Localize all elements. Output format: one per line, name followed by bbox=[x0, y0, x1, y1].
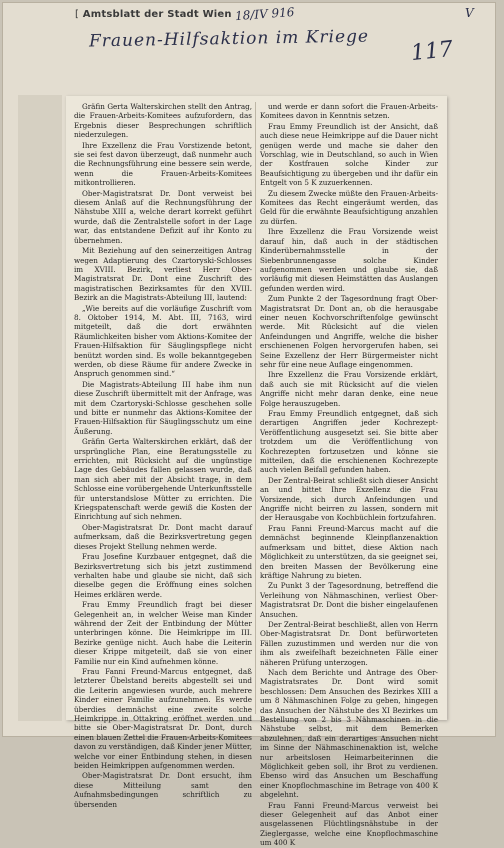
paragraph: Ober-Magistratsrat Dr. Dont verweist bei diesem Anlaß auf die Rechnungsführung der Nähstube XIII a, welche derart korrekt geführt wurde, daß die Zentralstelle sofort in der Lage war, das entstandene Defizit auf ihr Konto zu übernehmen. bbox=[74, 188, 252, 245]
paragraph: Der Zentral-Beirat beschließt, allen von Herrn Ober-Magistratsrat Dr. Dont befürworteten Fällen zuzustimmen und werden nur die von ihm als zweifelhaft bezeichneten Fälle einer näheren Prüfung unterzogen. bbox=[260, 619, 438, 667]
stamp-bracket: [ bbox=[75, 9, 80, 20]
newspaper-clipping bbox=[66, 96, 447, 848]
paragraph: „Wie bereits auf die vorläufige Zuschrift vom 8. Oktober 1914, M. Abt. III, 7163, wird mitgeteilt, daß die dort erwähnten Räumlichkeiten bisher vom Aktions-Komitee der Frauen-Hilfsaktion für Säuglingspflege nicht benützt worden sind. Es wolle bekanntgegeben werden, ob diese Räume für andere Zwecke in Anspruch genommen sind.“ bbox=[74, 303, 252, 379]
stamp-text: Amtsblatt der Stadt Wien bbox=[82, 9, 232, 20]
paragraph: Frau Fanni Freund-Marcus macht auf die demnächst beginnende Kleinpflanzenaktion aufmerksam und bittet, diese Aktion nach Möglichkeit zu unterstützen, da sie geeignet sei, den breiten Massen der Bevölkerung eine kräftige Nahrung zu bieten. bbox=[260, 523, 438, 580]
paragraph: Frau Fanni Freund-Marcus verweist bei dieser Gelegenheit auf das Anbot einer ausgelassenen Flüchtlingsnähstube in der Zieglergasse, welche eine Knopflochmaschine um 400 K bbox=[260, 800, 438, 848]
paragraph: Gräfin Gerta Walterskirchen stellt den Antrag, die Frauen-Arbeits-Komitees aufzufordern, das Ergebnis dieser Besprechungen schriftlich niederzulegen. bbox=[74, 102, 252, 140]
paragraph: Die Magistrats-Abteilung III habe ihm nun diese Zuschrift übermittelt mit der Anfrage, was mit dem Czartoryski-Schlosse geschehen solle und bitte er nunmehr das Aktions-Komitee der Frauen-Hilfsaktion für Säuglingsschutz um eine Äußerung. bbox=[74, 379, 252, 436]
paragraph: Zu Punkt 3 der Tagesordnung, betreffend die Verleihung von Nähmaschinen, verliest Ober-Magistratsrat Dr. Dont die bisher eingelaufenen Ansuchen. bbox=[260, 581, 438, 619]
text-column-right bbox=[260, 102, 438, 848]
paragraph: Gräfin Gerta Walterskirchen erklärt, daß der ursprüngliche Plan, eine Beratungsstelle zu errichten, mit Rücksicht auf die ungünstige Lage des Gebäudes fallen gelassen wurde, daß man sich aber mit der Absicht trage, in dem Schlosse eine vorübergehende Unterkunftsstelle für unterstandslose Mütter zu errichten. Die Kriegspatenschaft werde gewiß die Kosten der Einrichtung auf sich nehmen. bbox=[74, 437, 252, 522]
paragraph: Ober-Magistratsrat Dr. Dont macht darauf aufmerksam, daß die Bezirksvertretung gegen dieses Projekt Stellung nehmen werde. bbox=[74, 522, 252, 551]
handwritten-title: Frauen-Hilfsaktion im Kriege bbox=[88, 26, 370, 52]
handwritten-mark: V bbox=[465, 6, 474, 20]
handwritten-code: 117 bbox=[409, 36, 455, 67]
paragraph: Ihre Exzellenz die Frau Vorsizende weist darauf hin, daß auch in der städtischen Kinderübernahmsstelle in der Siebenbrunnengasse solche Kinder aufgenommen werden und glaube sie, daß vorläufig mit diesen Heimstätten das Auslangen gefunden werden wird. bbox=[260, 227, 438, 293]
paragraph: Frau Fanni Freund-Marcus entgegnet, daß letzterer Übelstand bereits abgestellt sei und die Leiterin angewiesen wurde, auch mehrere Kinder einer Familie aufzunehmen. Es werde überdies demnächst eine zweite solche Heimkrippe in Ottakring eröffnet werden und bitte sie Ober-Magistratsrat Dr. Dont, durch einen blauen Zettel die Frauen-Arbeits-Komitees davon zu verständigen, daß Kinder jener Mütter, welche vor einer Entbindung stehen, in diesen beiden Heimkrippen aufgenommen werden. bbox=[74, 666, 252, 771]
paragraph: Frau Emmy Freundlich entgegnet, daß sich derartigen Angriffen jeder Kochrezept-Veröffentlichung ausgesetzt sei. Sie bitte aber trotzdem um die Veröffentlichung von Kochrezepten fortzusetzen und könne sie mitteilen, daß die erschienenen Kochrezepte auch vielen Beifall gefunden haben. bbox=[260, 409, 438, 475]
paragraph: Zu diesem Zwecke müßte den Frauen-Arbeits-Komitees das Recht eingeräumt werden, das Geld für die erwähnte Beaufsichtigung anzahlen zu dürfen. bbox=[260, 188, 438, 226]
paragraph: Frau Emmy Freundlich ist der Ansicht, daß auch diese neue Heimkrippe auf die Dauer nicht genügen werde und mache sie daher den Vorschlag, wie in Deutschland, so auch in Wien der Kostfrauen solche Kinder zur Beaufsichtigung zu übergeben und ihr dafür ein Entgelt von 5 K zuzuerkennen. bbox=[260, 121, 438, 188]
text-column-left bbox=[74, 102, 252, 809]
paper-strip bbox=[18, 95, 62, 721]
paragraph: Ihre Exzellenz die Frau Vorsizende erklärt, daß auch sie mit Rücksicht auf die vielen Angriffe nicht mehr daran denke, eine neue Folge herauszugeben. bbox=[260, 370, 438, 408]
paragraph: Ober-Magistratsrat Dr. Dont ersucht, ihm diese Mitteilung samt den Aufnahmsbedingungen schriftlich zu übersenden bbox=[74, 771, 252, 809]
paragraph: Nach dem Berichte und Antrage des Ober-Magistratsrates Dr. Dont wird somit beschlossen: Dem Ansuchen des Bezirkes XIII a um 8 Nähmaschinen Folge zu geben, hingegen das Ansuchen der Nähstube des XI Bezirkes um Bestellung von 2 bis 3 Nähmaschinen in die Nähstube selbst, mit dem Bemerken abzulehnen, daß ein derartiges Ansuchen nicht im Sinne der Nähmaschinenaktion ist, welche nur arbeitslosen Heimarbeiterinnen die Möglichkeit geben soll, ihr Brot zu verdienen. Ebenso wird das Ansuchen um Beschaffung einer Knopflochmaschine im Betrage von 400 K abgelehnt. bbox=[260, 667, 438, 800]
paragraph: Frau Josefine Kurzbauer entgegnet, daß die Bezirksvertretung sich bis jetzt zustimmend verhalten habe und glaube sie nicht, daß sich dieselbe gegen die Eröffnung eines solchen Heimes erklären werde. bbox=[74, 552, 252, 599]
paragraph: Der Zentral-Beirat schließt sich dieser Ansicht an und bittet Ihre Exzellenz die Frau Vorsizende, sich durch Anfeindungen und Angriffe nicht beirren zu lassen, sondern mit der Herausgabe von Kochbüchlein fortzufahren. bbox=[260, 475, 438, 523]
paragraph: Ihre Exzellenz die Frau Vorstizende betont, sie sei fest davon überzeugt, daß nunmehr auch die Rechnungsführung eine bessere sein werde, wenn die Frauen-Arbeits-Komitees mitkontrollieren. bbox=[74, 140, 252, 188]
paragraph: Mit Beziehung auf den seinerzeitigen Antrag wegen Adaptierung des Czartoryski-Schlosses im XVIII. Bezirk, verliest Herr Ober-Magistratsrat Dr. Dont eine Zuschrift des magistratischen Bezirksamtes für den XVIII. Bezirk an die Magistrats-Abteilung III, lautend: bbox=[74, 246, 252, 303]
handwritten-number: 18/IV 916 bbox=[234, 4, 295, 24]
paragraph: Zum Punkte 2 der Tagesordnung fragt Ober-Magistratsrat Dr. Dont an, ob die herausgabe einer neuen Kochvorschriftenfolge gewünscht werde. Mit Rücksicht auf die vielen Anfeindungen und Angriffe, welche die bisher erschienenen Folgen hervorgerufen haben, sei Seine Exzellenz der Herr Bürgermeister nicht sehr für eine neue Auflage eingenommen. bbox=[260, 294, 438, 369]
newspaper-stamp bbox=[75, 9, 232, 20]
column-divider bbox=[255, 102, 256, 714]
paragraph: und werde er dann sofort die Frauen-Arbeits-Komitees davon in Kenntnis setzen. bbox=[260, 102, 438, 121]
paragraph: Frau Emmy Freundlich fragt bei dieser Gelegenheit an, in welcher Weise man Kinder während der Zeit der Entbindung der Mütter unterbringen könne. Die Heimkrippe im III. Bezirke genüge nicht. Auch habe die Leiterin dieser Krippe mitgeteilt, daß sie von einer Familie nur ein Kind aufnehmen könne. bbox=[74, 600, 252, 666]
